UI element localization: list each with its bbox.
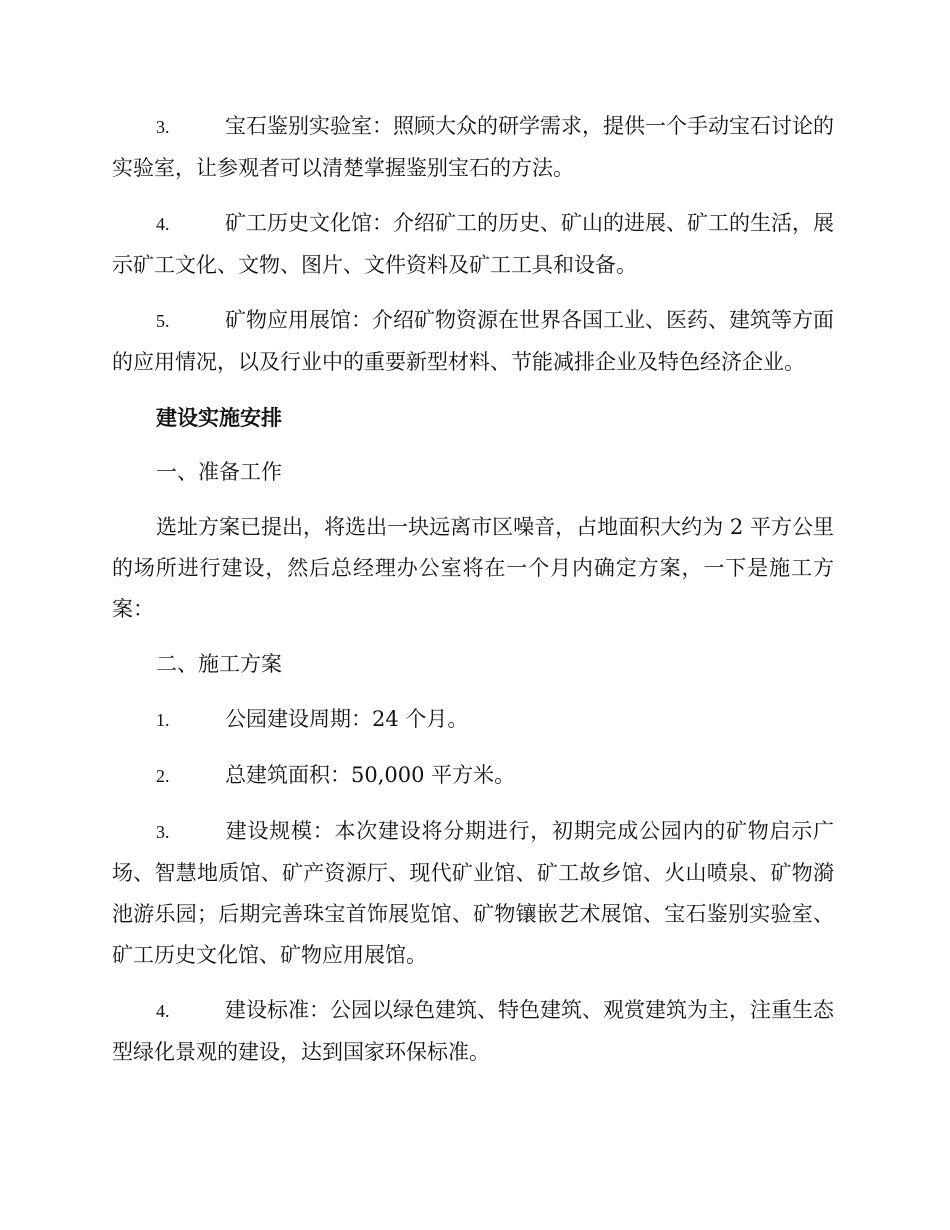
- list-item-text: 宝石鉴别实验室：照顾大众的研学需求，提供一个手动宝石讨论的实验室，让参观者可以清楚掌握鉴别宝石的方法。: [112, 114, 834, 180]
- list-item: [112, 811, 834, 976]
- paragraph-site-selection: 选址方案已提出，将选出一块远离市区噪音，占地面积大约为 2 平方公里的场所进行建设，然后总经理办公室将在一个月内确定方案，一下是施工方案：: [112, 515, 834, 621]
- list-item: [112, 990, 834, 1073]
- list-number: 3.: [156, 117, 170, 137]
- list-item-text: 矿工历史文化馆：介绍矿工的历史、矿山的进展、矿工的生活，展示矿工文化、文物、图片、文件资料及矿工工具和设备。: [112, 211, 834, 277]
- list-item-text: 公园建设周期：24 个月。: [225, 707, 469, 731]
- list-number: 4.: [156, 1001, 170, 1021]
- list-item-text: 建设标准：公园以绿色建筑、特色建筑、观赏建筑为主，注重生态型绿化景观的建设，达到国家环保标准。: [112, 998, 834, 1064]
- list-number: 3.: [156, 822, 170, 842]
- section-heading: 建设实施安排: [156, 405, 282, 430]
- document-body: [112, 106, 834, 1073]
- subheading-preparation: 一、准备工作: [156, 460, 282, 484]
- list-item: [112, 300, 834, 383]
- list-item: [112, 203, 834, 286]
- list-number: 5.: [156, 311, 170, 331]
- list-number: 1.: [156, 710, 170, 730]
- list-item-text: 矿物应用展馆：介绍矿物资源在世界各国工业、医药、建筑等方面的应用情况，以及行业中的重要新型材料、节能减排企业及特色经济企业。: [112, 308, 834, 374]
- list-item: [112, 699, 834, 741]
- list-item-text: 建设规模：本次建设将分期进行，初期完成公园内的矿物启示广场、智慧地质馆、矿产资源厅、现代矿业馆、矿工故乡馆、火山喷泉、矿物漪池游乐园；后期完善珠宝首饰展览馆、矿物镶嵌艺术展馆、宝石鉴别实验室、矿工历史文化馆、矿物应用展馆。: [112, 819, 834, 967]
- list-item: [112, 106, 834, 189]
- subheading-construction-plan: 二、施工方案: [156, 652, 282, 676]
- list-number: 4.: [156, 214, 170, 234]
- list-item-text: 总建筑面积：50,000 平方米。: [225, 763, 516, 787]
- list-number: 2.: [156, 766, 170, 786]
- list-item: [112, 755, 834, 797]
